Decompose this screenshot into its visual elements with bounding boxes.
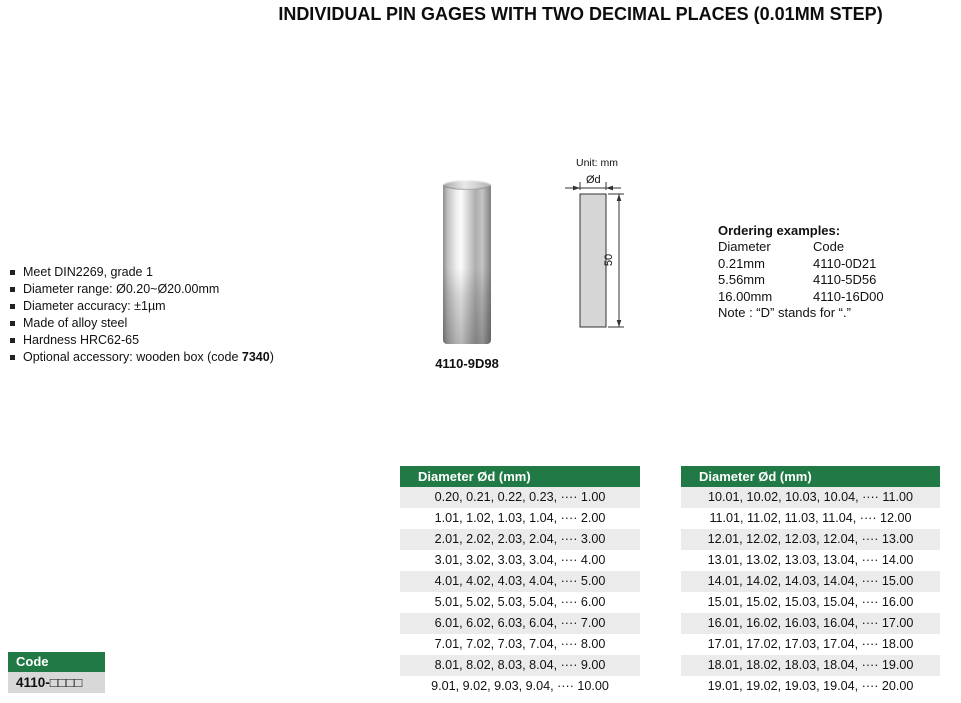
pin-top-face [443,180,491,190]
table-row: 4.01, 4.02, 4.03, 4.04, ···· 5.00 [400,571,640,592]
bullet-square-icon [10,338,15,343]
feature-text: Diameter range: Ø0.20~Ø20.00mm [23,282,220,296]
ordering-diameter: 5.56mm [718,272,765,287]
feature-text: Made of alloy steel [23,316,128,330]
bullet-square-icon [10,304,15,309]
pin-model-label: 4110-9D98 [435,356,499,371]
ordering-examples [718,222,884,322]
length-dim-label: 50 [603,253,615,267]
ordering-code: 4110-16D00 [813,288,884,304]
table-header: Diameter Ød (mm) [681,466,940,487]
ordering-header-row [718,239,884,256]
feature-item [8,332,274,349]
diameter-table-left [400,466,640,697]
diameter-dim-label: Ød [586,174,601,186]
feature-text: Hardness HRC62-65 [23,333,140,347]
diameter-table-right [681,466,940,697]
arrowhead-icon [573,186,580,191]
table-row: 19.01, 19.02, 19.03, 19.04, ···· 20.00 [681,676,940,697]
pin-body [443,185,491,344]
code-box-value: 4110-□□□□ [8,672,105,693]
feature-text: Diameter accuracy: ±1µm [23,299,166,313]
feature-text: Meet DIN2269, grade 1 [23,265,153,279]
table-row: 12.01, 12.02, 12.03, 12.04, ···· 13.00 [681,529,940,550]
bullet-square-icon [10,270,15,275]
table-row: 6.01, 6.02, 6.03, 6.04, ···· 7.00 [400,613,640,634]
bullet-square-icon [10,287,15,292]
ordering-row [718,272,884,289]
page-title: INDIVIDUAL PIN GAGES WITH TWO DECIMAL PLACES (0.01MM STEP) [278,4,883,24]
table-row: 2.01, 2.02, 2.03, 2.04, ···· 3.00 [400,529,640,550]
table-row: 8.01, 8.02, 8.03, 8.04, ···· 9.00 [400,655,640,676]
ordering-code: 4110-5D56 [813,272,877,287]
table-row: 18.01, 18.02, 18.03, 18.04, ···· 19.00 [681,655,940,676]
table-row: 14.01, 14.02, 14.03, 14.04, ···· 15.00 [681,571,940,592]
accessory-code: 7340 [241,350,270,364]
feature-text-suffix: ) [269,350,274,364]
code-box [8,652,105,693]
table-row: 17.01, 17.02, 17.03, 17.04, ···· 18.00 [681,634,940,655]
feature-item [8,264,274,281]
table-header: Diameter Ød (mm) [400,466,640,487]
feature-item [8,281,274,298]
arrowhead-icon [617,320,622,327]
table-row: 0.20, 0.21, 0.22, 0.23, ···· 1.00 [400,487,640,508]
arrowhead-icon [606,186,613,191]
table-row: 7.01, 7.02, 7.03, 7.04, ···· 8.00 [400,634,640,655]
ordering-col-diameter: Diameter [718,239,771,254]
table-row: 15.01, 15.02, 15.03, 15.04, ···· 16.00 [681,592,940,613]
table-row: 10.01, 10.02, 10.03, 10.04, ···· 11.00 [681,487,940,508]
ordering-note: Note : “D” stands for “.” [718,305,851,320]
ordering-row [718,289,884,306]
ordering-row [718,256,884,273]
arrowhead-icon [617,194,622,201]
table-row: 3.01, 3.02, 3.03, 3.04, ···· 4.00 [400,550,640,571]
ordering-col-code: Code [813,239,845,254]
ordering-diameter: 0.21mm [718,255,765,271]
bullet-square-icon [10,355,15,360]
table-row: 9.01, 9.02, 9.03, 9.04, ···· 10.00 [400,676,640,697]
table-row: 16.01, 16.02, 16.03, 16.04, ···· 17.00 [681,613,940,634]
table-row: 13.01, 13.02, 13.03, 13.04, ···· 14.00 [681,550,940,571]
feature-item [8,315,274,332]
unit-label: Unit: mm [576,157,618,169]
ordering-code: 4110-0D21 [813,255,877,271]
table-row: 11.01, 11.02, 11.03, 11.04, ···· 12.00 [681,508,940,529]
ordering-title: Ordering examples: [718,223,841,238]
pin-gage-photo [443,180,491,344]
feature-list [8,264,274,366]
code-box-header: Code [8,652,105,672]
ordering-diameter: 16.00mm [718,288,773,304]
feature-text [23,349,274,366]
bullet-square-icon [10,321,15,326]
dimension-drawing [560,152,670,347]
table-row: 5.01, 5.02, 5.03, 5.04, ···· 6.00 [400,592,640,613]
feature-item [8,349,274,366]
feature-text-prefix: Optional accessory: wooden box (code [23,350,242,364]
feature-item [8,298,274,315]
table-row: 1.01, 1.02, 1.03, 1.04, ···· 2.00 [400,508,640,529]
